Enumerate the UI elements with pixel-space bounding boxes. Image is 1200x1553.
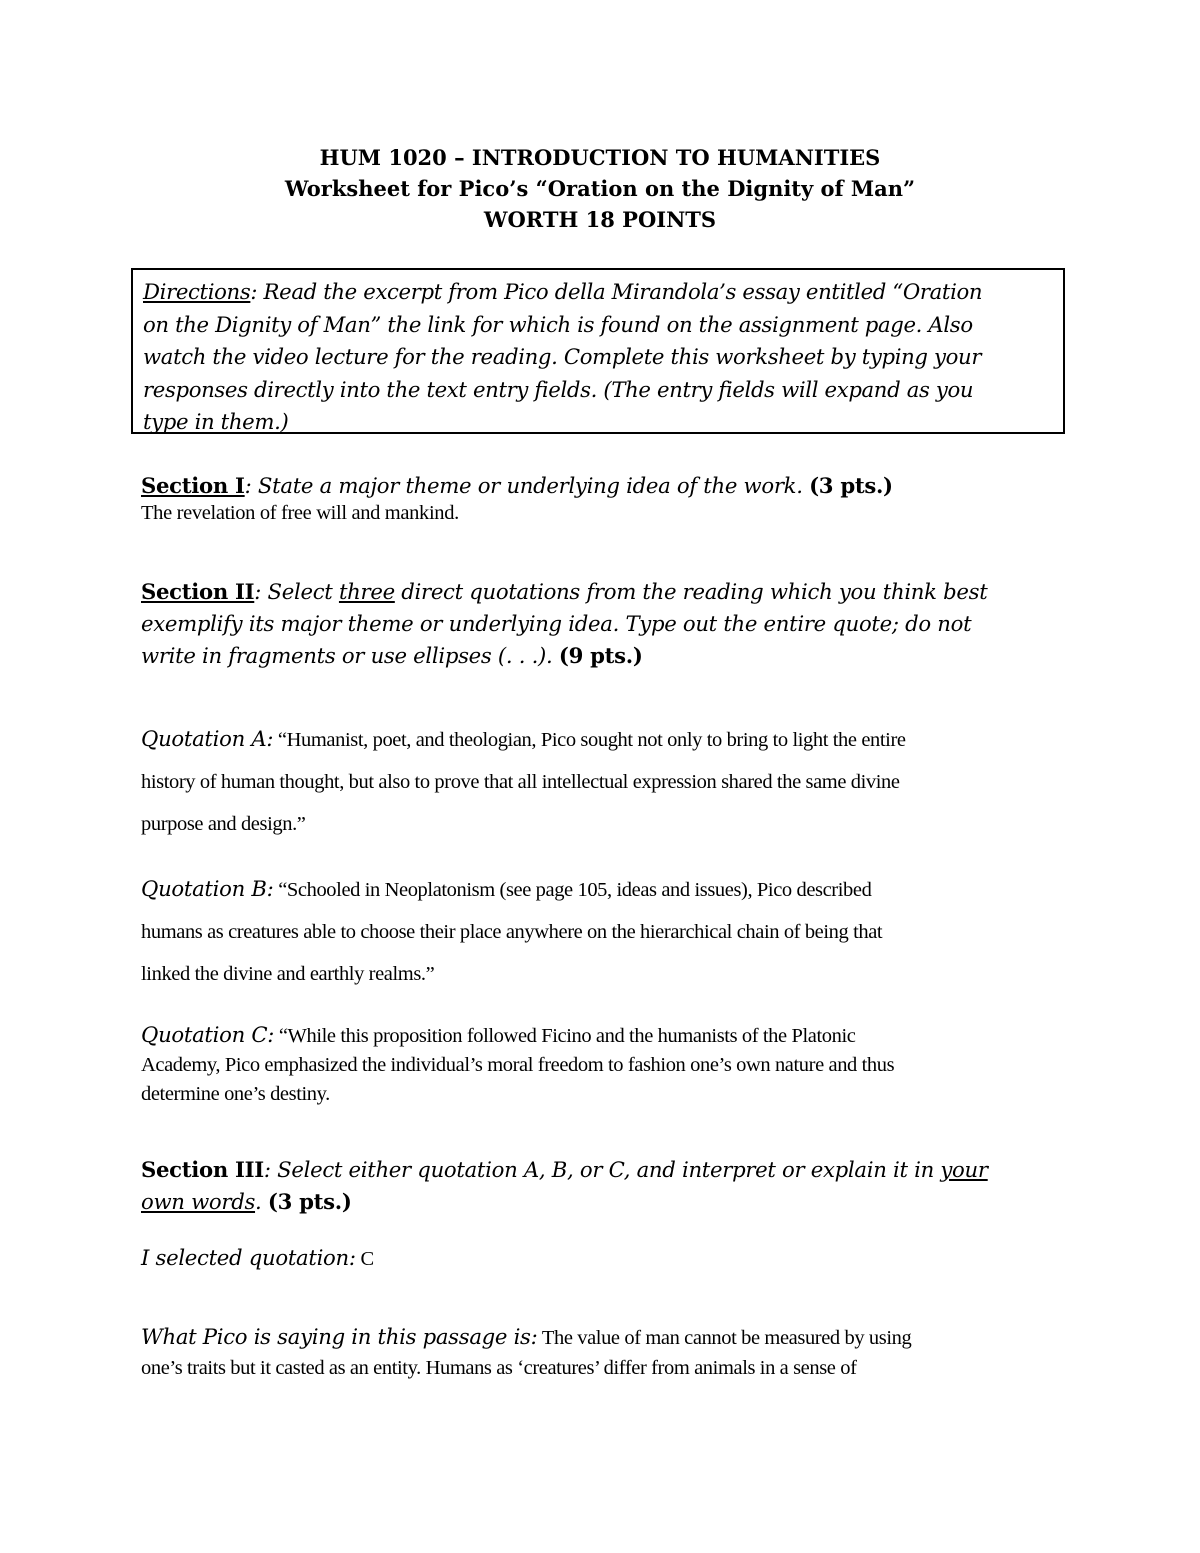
section-3-prompt: Section III: Select either quotation A, B, or C, and interpret or explain it in your own words. (3 pts.) — [141, 1157, 988, 1214]
section-1 — [141, 470, 1081, 525]
worksheet-title: Worksheet for Pico’s “Oration on the Dignity of Man” — [284, 176, 916, 201]
section-1-prompt: Section I: State a major theme or underlying idea of the work. (3 pts.) — [141, 473, 893, 498]
directions-box — [131, 268, 1065, 434]
points-worth: WORTH 18 POINTS — [483, 207, 717, 232]
selected-quotation-value: C — [360, 1248, 374, 1270]
directions-line-5: type in them.) — [143, 409, 289, 434]
directions-label: Directions — [143, 279, 251, 304]
section-3 — [141, 1154, 1081, 1218]
directions-line-3: watch the video lecture for the reading. Complete this worksheet by typing your — [143, 344, 982, 369]
quotation-b[interactable]: Quotation B: “Schooled in Neoplatonism (see page 105, ideas and issues), Pico described humans as creatures able to choose their place anywhere on the hierarchical chain of being that linked the divine and earthly realms.” — [141, 876, 883, 985]
selected-quotation[interactable] — [141, 1242, 1081, 1275]
directions-line-4: responses directly into the text entry fields. (The entry fields will expand as you — [143, 376, 974, 402]
three-emphasis: three — [338, 579, 395, 604]
directions-line-1: Directions: Read the excerpt from Pico della Mirandola’s essay entitled “Oration — [143, 279, 983, 304]
interpretation-label: What Pico is saying in this passage is: — [141, 1324, 538, 1349]
quotation-a-label: Quotation A: — [141, 726, 274, 751]
section-1-points: (3 pts.) — [809, 473, 893, 498]
section-1-answer[interactable]: The revelation of free will and mankind. — [141, 502, 459, 524]
section-2 — [141, 576, 1081, 672]
section-2-label: Section II — [141, 579, 255, 604]
interpretation[interactable]: What Pico is saying in this passage is: The value of man cannot be measured by using one’s traits but it casted as an entity. Humans as ‘creatures’ differ from animals in a sense of — [141, 1324, 912, 1379]
section-3-label: Section III — [141, 1157, 264, 1182]
section-1-label: Section I — [141, 473, 245, 498]
quotation-b-label: Quotation B: — [141, 876, 274, 901]
section-3-points: (3 pts.) — [267, 1189, 352, 1214]
selected-quotation-label: I selected quotation: — [141, 1245, 356, 1270]
course-title: HUM 1020 – INTRODUCTION TO HUMANITIES — [319, 145, 881, 170]
quotation-c-label: Quotation C: — [141, 1022, 275, 1047]
section-2-prompt: Section II: Select three direct quotations from the reading which you think best exemplify its major theme or underlying idea. Type out the entire quote; do not write in fragments or use ellipses (. . .). (9 pts.) — [141, 579, 988, 668]
title-block — [0, 142, 1200, 235]
quotation-a[interactable]: Quotation A: “Humanist, poet, and theologian, Pico sought not only to bring to light the entire history of human thought, but also to prove that all intellectual expression shared the same divine purpose and design.” — [141, 726, 906, 835]
directions-line-2: on the Dignity of Man” the link for which is found on the assignment page. Also — [143, 311, 973, 337]
quotation-c[interactable]: Quotation C: “While this proposition followed Ficino and the humanists of the Platonic Academy, Pico emphasized the individual’s moral freedom to fashion one’s own nature and thus determine one’s destiny. — [141, 1022, 895, 1105]
section-2-points: (9 pts.) — [558, 643, 643, 668]
